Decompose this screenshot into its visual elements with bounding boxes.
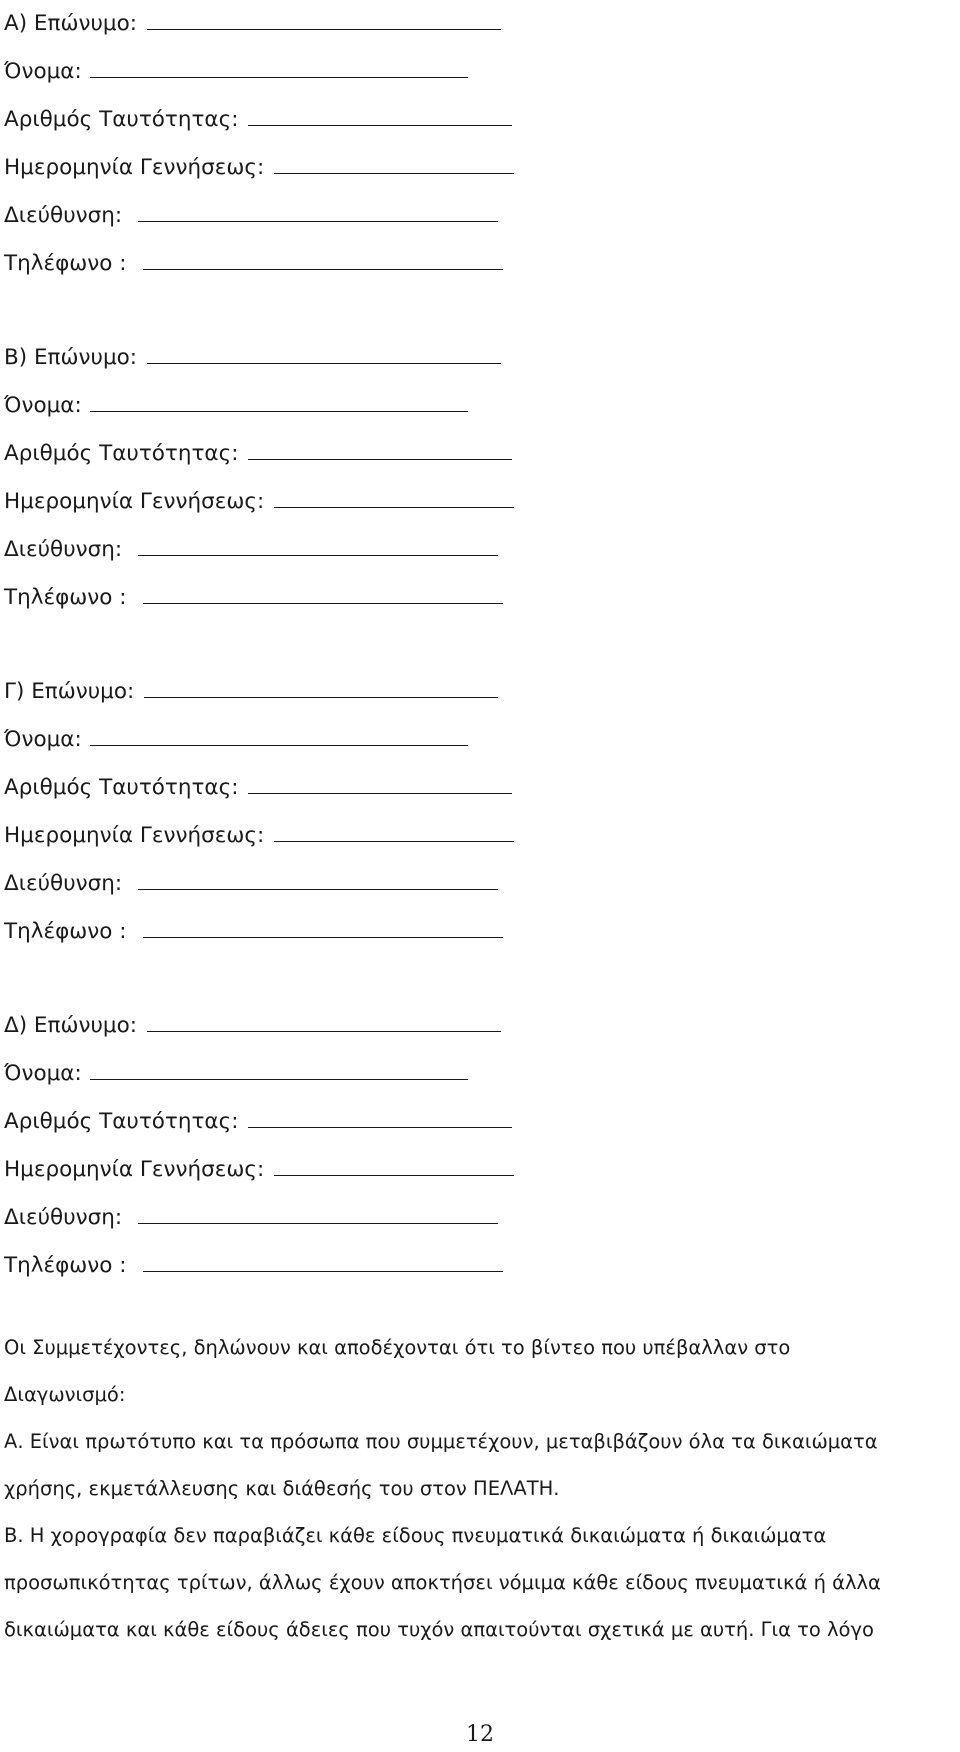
phone-blank[interactable] [143, 936, 503, 938]
address-row [4, 516, 944, 564]
clause-b-line-3: δικαιώματα και κάθε είδους άδειες που τυχόν απαιτούνται σχετικά με αυτή. Για το λόγο [4, 1618, 874, 1641]
phone-row [4, 230, 944, 278]
id-number-blank[interactable] [248, 124, 512, 126]
name-label: Όνομα: [4, 1060, 82, 1086]
page-number: 12 [466, 1722, 494, 1747]
phone-row [4, 564, 944, 612]
phone-row [4, 1232, 944, 1280]
id-number-label: Αριθμός Ταυτότητας: [4, 440, 239, 466]
id-number-blank[interactable] [248, 792, 512, 794]
name-row [4, 372, 944, 420]
name-label: Όνομα: [4, 58, 82, 84]
birth-date-blank[interactable] [274, 840, 514, 842]
declaration-text [4, 1324, 954, 1653]
surname-blank[interactable] [147, 1030, 501, 1032]
name-blank[interactable] [90, 410, 468, 412]
clause-a-line-1: Α. Είναι πρωτότυπο και τα πρόσωπα που συμμετέχουν, μεταβιβάζουν όλα τα δικαιώματα [4, 1430, 878, 1453]
address-row [4, 182, 944, 230]
birth-date-blank[interactable] [274, 172, 514, 174]
phone-label: Τηλέφωνο : [4, 1252, 127, 1278]
birth-date-row [4, 802, 944, 850]
address-row [4, 850, 944, 898]
declaration-line-1: Οι Συμμετέχοντες, δηλώνουν και αποδέχονται ότι το βίντεο που υπέβαλλαν στο [4, 1336, 791, 1359]
birth-date-row [4, 134, 944, 182]
phone-blank[interactable] [143, 268, 503, 270]
phone-label: Τηλέφωνο : [4, 918, 127, 944]
phone-blank[interactable] [143, 1270, 503, 1272]
surname-label: Α) Επώνυμο: [4, 10, 137, 36]
name-row [4, 1040, 944, 1088]
surname-label: Β) Επώνυμο: [4, 344, 138, 370]
birth-date-row [4, 468, 944, 516]
name-row [4, 38, 944, 86]
clause-a-line-2: χρήσης, εκμετάλλευσης και διάθεσής του στον ΠΕΛΑΤΗ. [4, 1477, 560, 1500]
clause-b-line-1: Β. Η χορογραφία δεν παραβιάζει κάθε είδους πνευματικά δικαιώματα ή δικαιώματα [4, 1524, 827, 1547]
name-row [4, 706, 944, 754]
surname-row [4, 658, 944, 706]
id-number-blank[interactable] [248, 1126, 512, 1128]
surname-row [4, 0, 944, 38]
birth-date-label: Ημερομηνία Γεννήσεως: [4, 154, 265, 180]
id-number-blank[interactable] [248, 458, 512, 460]
id-number-label: Αριθμός Ταυτότητας: [4, 106, 239, 132]
phone-label: Τηλέφωνο : [4, 584, 127, 610]
clause-b-line-2: προσωπικότητας τρίτων, άλλως έχουν αποκτήσει νόμιμα κάθε είδους πνευματικά ή άλλα [4, 1571, 881, 1594]
participant-form-a [4, 0, 944, 278]
id-number-row [4, 86, 944, 134]
address-row [4, 1184, 944, 1232]
birth-date-label: Ημερομηνία Γεννήσεως: [4, 1156, 265, 1182]
address-blank[interactable] [138, 888, 498, 890]
id-number-label: Αριθμός Ταυτότητας: [4, 1108, 239, 1134]
phone-label: Τηλέφωνο : [4, 250, 127, 276]
name-label: Όνομα: [4, 392, 82, 418]
participant-form-b [4, 324, 944, 612]
birth-date-label: Ημερομηνία Γεννήσεως: [4, 822, 265, 848]
participant-form-c [4, 658, 944, 946]
address-label: Διεύθυνση: [4, 202, 123, 228]
name-blank[interactable] [90, 76, 468, 78]
surname-row [4, 992, 944, 1040]
phone-row [4, 898, 944, 946]
address-label: Διεύθυνση: [4, 536, 123, 562]
surname-blank[interactable] [144, 696, 498, 698]
address-blank[interactable] [138, 554, 498, 556]
surname-label: Δ) Επώνυμο: [4, 1012, 137, 1038]
birth-date-blank[interactable] [274, 506, 514, 508]
birth-date-label: Ημερομηνία Γεννήσεως: [4, 488, 265, 514]
address-blank[interactable] [138, 220, 498, 222]
surname-row [4, 324, 944, 372]
id-number-label: Αριθμός Ταυτότητας: [4, 774, 239, 800]
surname-label: Γ) Επώνυμο: [4, 678, 135, 704]
name-blank[interactable] [90, 744, 468, 746]
participant-form-d [4, 992, 944, 1280]
birth-date-row [4, 1136, 944, 1184]
phone-blank[interactable] [143, 602, 503, 604]
surname-blank[interactable] [147, 362, 501, 364]
surname-blank[interactable] [147, 28, 501, 30]
birth-date-blank[interactable] [274, 1174, 514, 1176]
address-blank[interactable] [138, 1222, 498, 1224]
address-label: Διεύθυνση: [4, 1204, 123, 1230]
name-blank[interactable] [90, 1078, 468, 1080]
id-number-row [4, 420, 944, 468]
id-number-row [4, 1088, 944, 1136]
declaration-line-2: Διαγωνισμό: [4, 1383, 126, 1406]
address-label: Διεύθυνση: [4, 870, 123, 896]
name-label: Όνομα: [4, 726, 82, 752]
id-number-row [4, 754, 944, 802]
